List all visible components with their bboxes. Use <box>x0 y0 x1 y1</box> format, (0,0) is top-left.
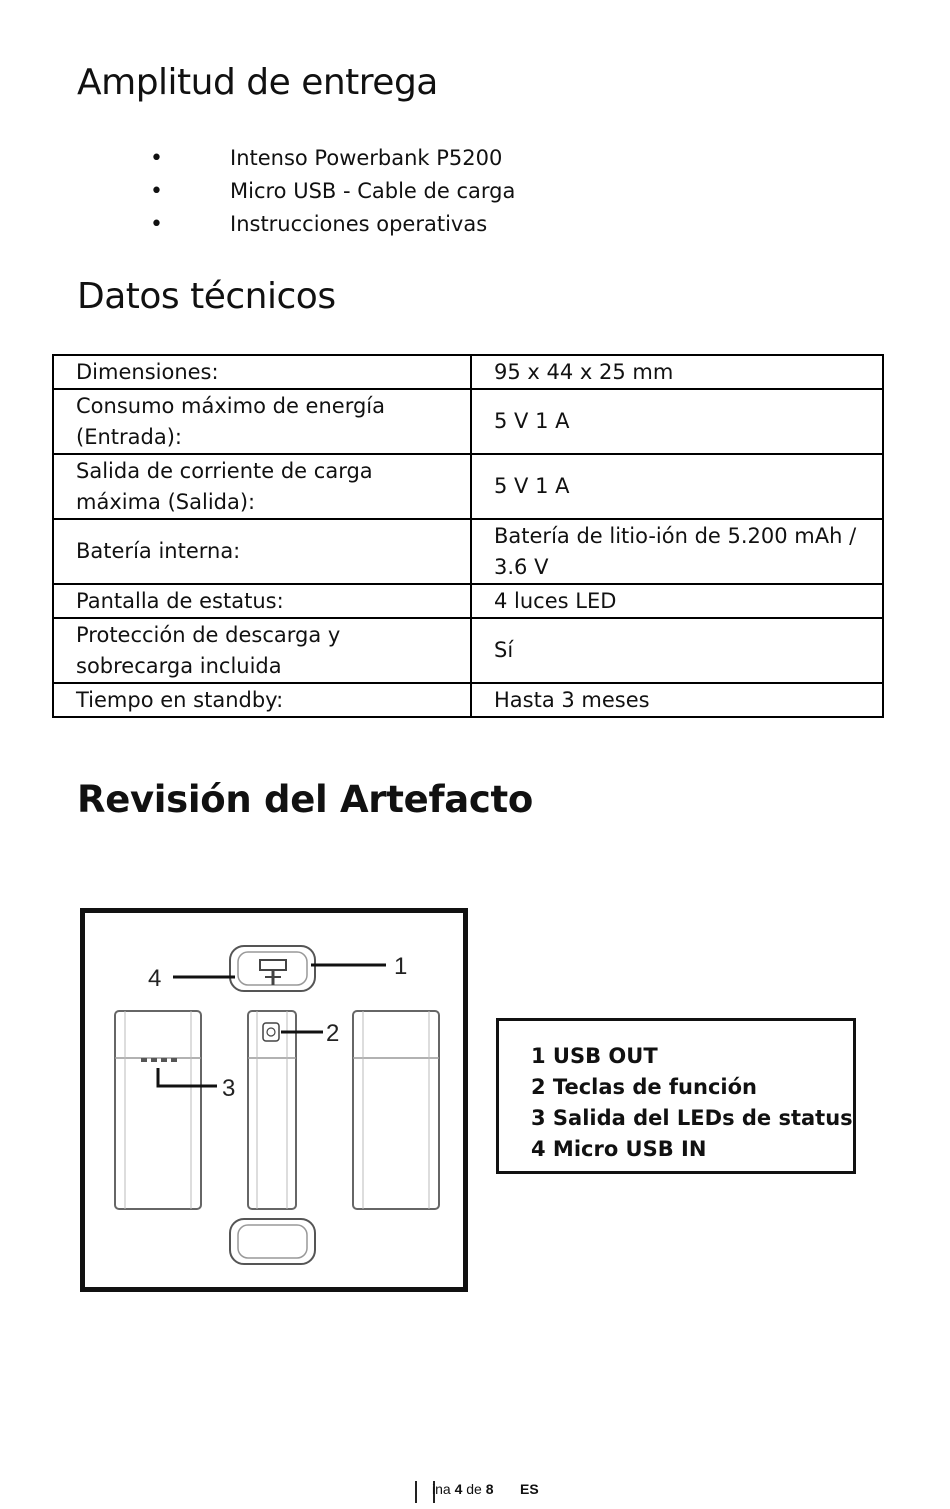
spec-label: Protección de descarga y sobrecarga incluida <box>53 618 471 683</box>
spec-label: Pantalla de estatus: <box>53 584 471 618</box>
spec-label: Salida de corriente de carga máxima (Salida): <box>53 454 471 519</box>
heading-delivery: Amplitud de entrega <box>77 62 438 103</box>
led-icon <box>141 1058 147 1062</box>
language-code: ES <box>520 1481 539 1497</box>
spec-value: Batería de litio-ión de 5.200 mAh / 3.6 V <box>471 519 883 584</box>
side-view-left <box>115 1011 201 1209</box>
spec-label: Dimensiones: <box>53 355 471 389</box>
table-row <box>53 683 883 717</box>
spec-value: Hasta 3 meses <box>471 683 883 717</box>
spec-value: 5 V 1 A <box>471 389 883 454</box>
list-item: • Intenso Powerbank P5200 <box>150 142 515 175</box>
table-row <box>53 584 883 618</box>
power-button-icon <box>263 1023 279 1041</box>
list-item: • Micro USB - Cable de carga <box>150 175 515 208</box>
table-row <box>53 618 883 683</box>
callout-1: 1 <box>394 953 408 980</box>
callout-2: 2 <box>326 1020 340 1047</box>
legend-item: 1 USB OUT <box>531 1044 658 1068</box>
spec-value: 95 x 44 x 25 mm <box>471 355 883 389</box>
callout-3: 3 <box>222 1075 236 1102</box>
page-number: ina 4 de 8 <box>432 1481 494 1497</box>
callout-4: 4 <box>148 965 162 992</box>
table-row <box>53 389 883 454</box>
spec-value: 4 luces LED <box>471 584 883 618</box>
heading-technical-data: Datos técnicos <box>77 276 336 317</box>
led-icon <box>161 1058 167 1062</box>
spec-label: Tiempo en standby: <box>53 683 471 717</box>
spec-value: 5 V 1 A <box>471 454 883 519</box>
heading-device-overview: Revisión del Artefacto <box>77 778 534 821</box>
device-diagram <box>80 908 468 1292</box>
figure-legend <box>496 1018 856 1174</box>
table-row <box>53 519 883 584</box>
led-icon <box>151 1058 157 1062</box>
legend-item: 4 Micro USB IN <box>531 1137 707 1161</box>
side-view-right <box>353 1011 439 1209</box>
spec-label: Batería interna: <box>53 519 471 584</box>
delivery-list <box>150 142 515 241</box>
table-row <box>53 454 883 519</box>
legend-item: 2 Teclas de función <box>531 1075 757 1099</box>
list-item: • Instrucciones operativas <box>150 208 515 241</box>
spec-label: Consumo máximo de energía (Entrada): <box>53 389 471 454</box>
led-icon <box>171 1058 177 1062</box>
spec-table <box>52 354 884 718</box>
spec-value: Sí <box>471 618 883 683</box>
table-row <box>53 355 883 389</box>
legend-item: 3 Salida del LEDs de status <box>531 1106 853 1130</box>
device-diagram-svg <box>85 913 463 1287</box>
